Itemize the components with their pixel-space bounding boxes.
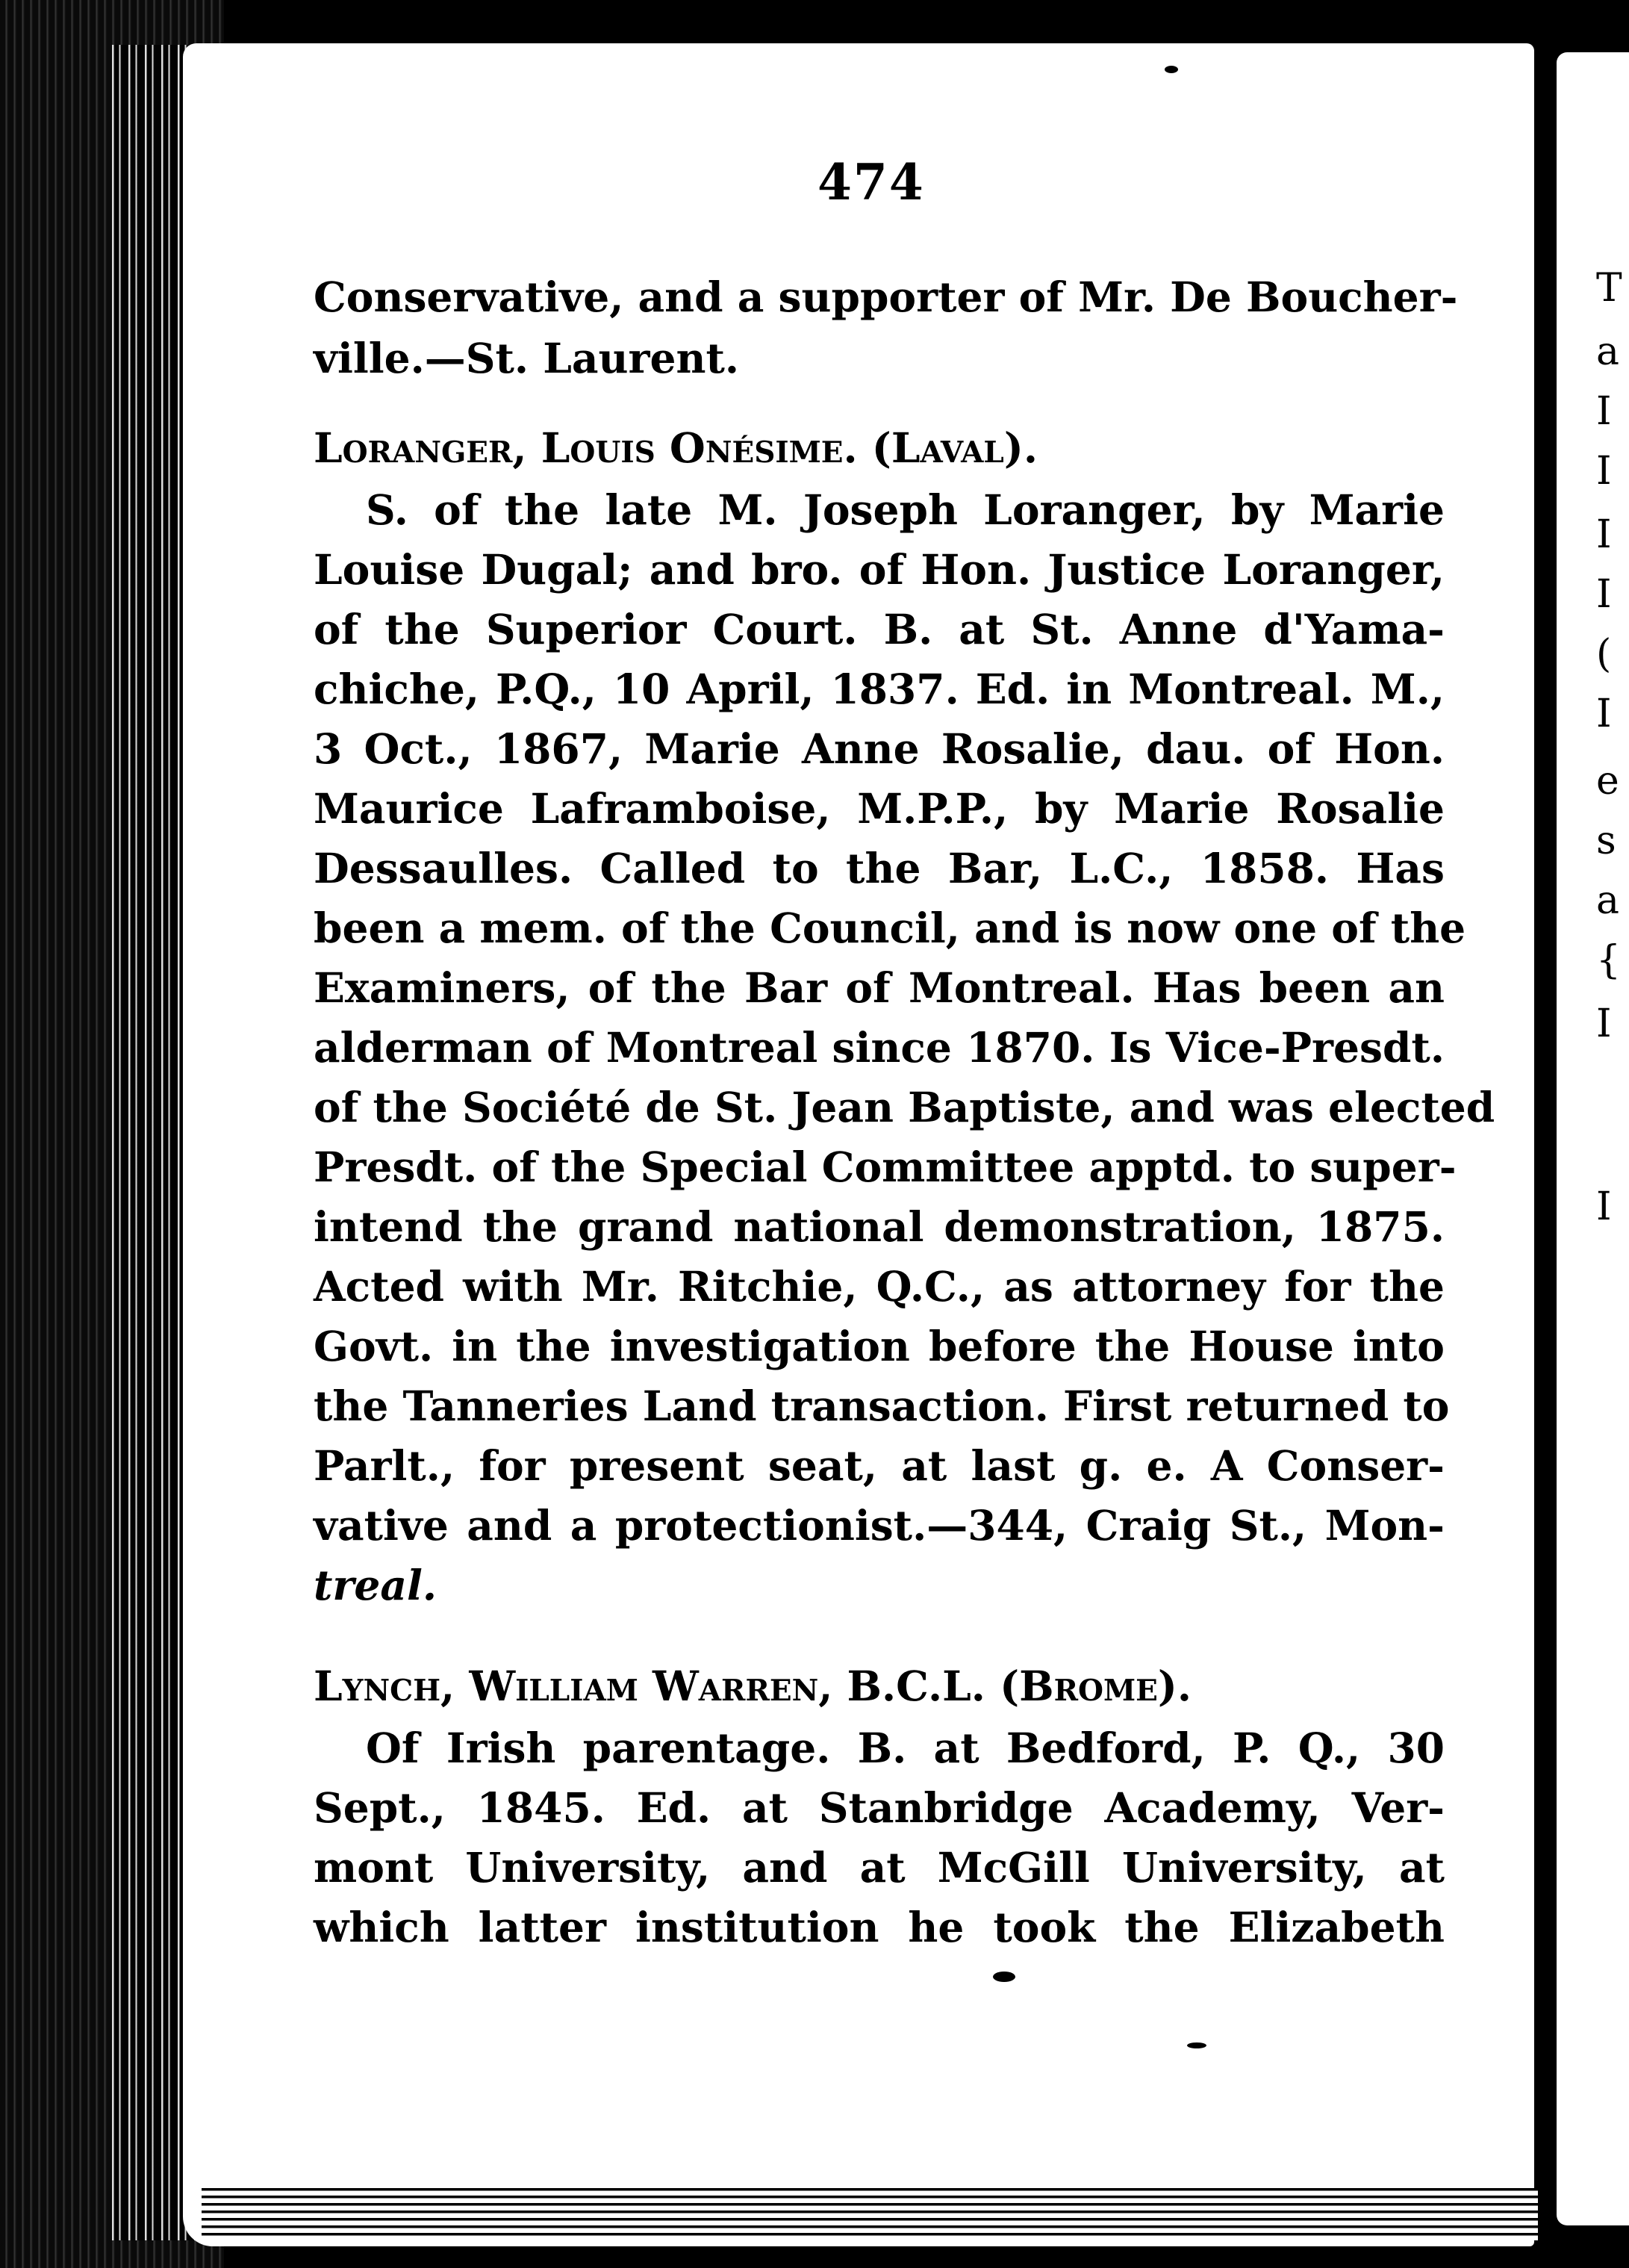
scan-speck: [993, 1972, 1015, 1982]
right-page-char: a: [1596, 878, 1620, 923]
text-line: vative and a protectionist.—344, Craig St., Mon-: [314, 1501, 1445, 1550]
right-page-char: I: [1596, 449, 1612, 494]
text-line: Sept., 1845. Ed. at Stanbridge Academy, Ver-: [314, 1783, 1445, 1832]
entry-heading: Lynch, William Warren, B.C.L. (Brome).: [314, 1662, 1192, 1710]
text-line: which latter institution he took the Elizabeth: [314, 1903, 1445, 1951]
right-page-char: I: [1596, 389, 1612, 434]
right-page-char: T: [1596, 266, 1622, 311]
text-line: Dessaulles. Called to the Bar, L.C., 1858. Has: [314, 844, 1445, 892]
right-page-char: I: [1596, 692, 1612, 736]
text-line: 3 Oct., 1867, Marie Anne Rosalie, dau. of Hon.: [314, 724, 1445, 773]
right-page-char: e: [1596, 759, 1619, 804]
text-line: alderman of Montreal since 1870. Is Vice-Presdt.: [314, 1023, 1445, 1072]
text-line: of the Société de St. Jean Baptiste, and was elected: [314, 1083, 1495, 1131]
right-page-char: I: [1596, 512, 1612, 557]
right-page-char: I: [1596, 1001, 1612, 1046]
right-page-char: a: [1596, 329, 1620, 374]
text-line: mont University, and at McGill University, at: [314, 1843, 1445, 1892]
text-line: been a mem. of the Council, and is now one of the: [314, 904, 1466, 952]
text-line: of the Superior Court. B. at St. Anne d'Yama-: [314, 605, 1445, 653]
right-page-char: (: [1596, 632, 1612, 677]
entry-heading: Loranger, Louis Onésime. (Laval).: [314, 423, 1038, 472]
scan-speck: [1187, 2042, 1206, 2048]
page-bottom-edge: [202, 2188, 1538, 2240]
right-page-char: {: [1596, 938, 1622, 983]
text-line: Of Irish parentage. B. at Bedford, P. Q., 30: [366, 1724, 1445, 1772]
text-line: Govt. in the investigation before the House into: [314, 1322, 1445, 1370]
text-line: treal.: [314, 1561, 437, 1609]
text-line: Conservative, and a supporter of Mr. De Boucher-: [314, 273, 1458, 321]
text-line: Parlt., for present seat, at last g. e. A Conser-: [314, 1441, 1445, 1490]
page-number: 474: [817, 153, 925, 211]
text-line: chiche, P.Q., 10 April, 1837. Ed. in Montreal. M.,: [314, 665, 1445, 713]
text-line: Examiners, of the Bar of Montreal. Has been an: [314, 963, 1445, 1012]
text-line: Acted with Mr. Ritchie, Q.C., as attorney for the: [314, 1262, 1445, 1311]
right-page-fragment: [1557, 52, 1629, 2225]
text-line: Louise Dugal; and bro. of Hon. Justice Loranger,: [314, 545, 1445, 594]
text-line: ville.—St. Laurent.: [314, 334, 740, 382]
text-line: S. of the late M. Joseph Loranger, by Marie: [366, 485, 1445, 534]
right-page-char: s: [1596, 818, 1616, 863]
text-line: intend the grand national demonstration, 1875.: [314, 1202, 1445, 1251]
right-page-char: I: [1596, 1184, 1612, 1229]
text-line: Presdt. of the Special Committee apptd. to super-: [314, 1143, 1457, 1191]
text-line: the Tanneries Land transaction. First returned to: [314, 1382, 1450, 1430]
scan-speck: [1165, 66, 1178, 73]
text-line: Maurice Laframboise, M.P.P., by Marie Rosalie: [314, 784, 1445, 833]
right-page-char: I: [1596, 572, 1612, 617]
